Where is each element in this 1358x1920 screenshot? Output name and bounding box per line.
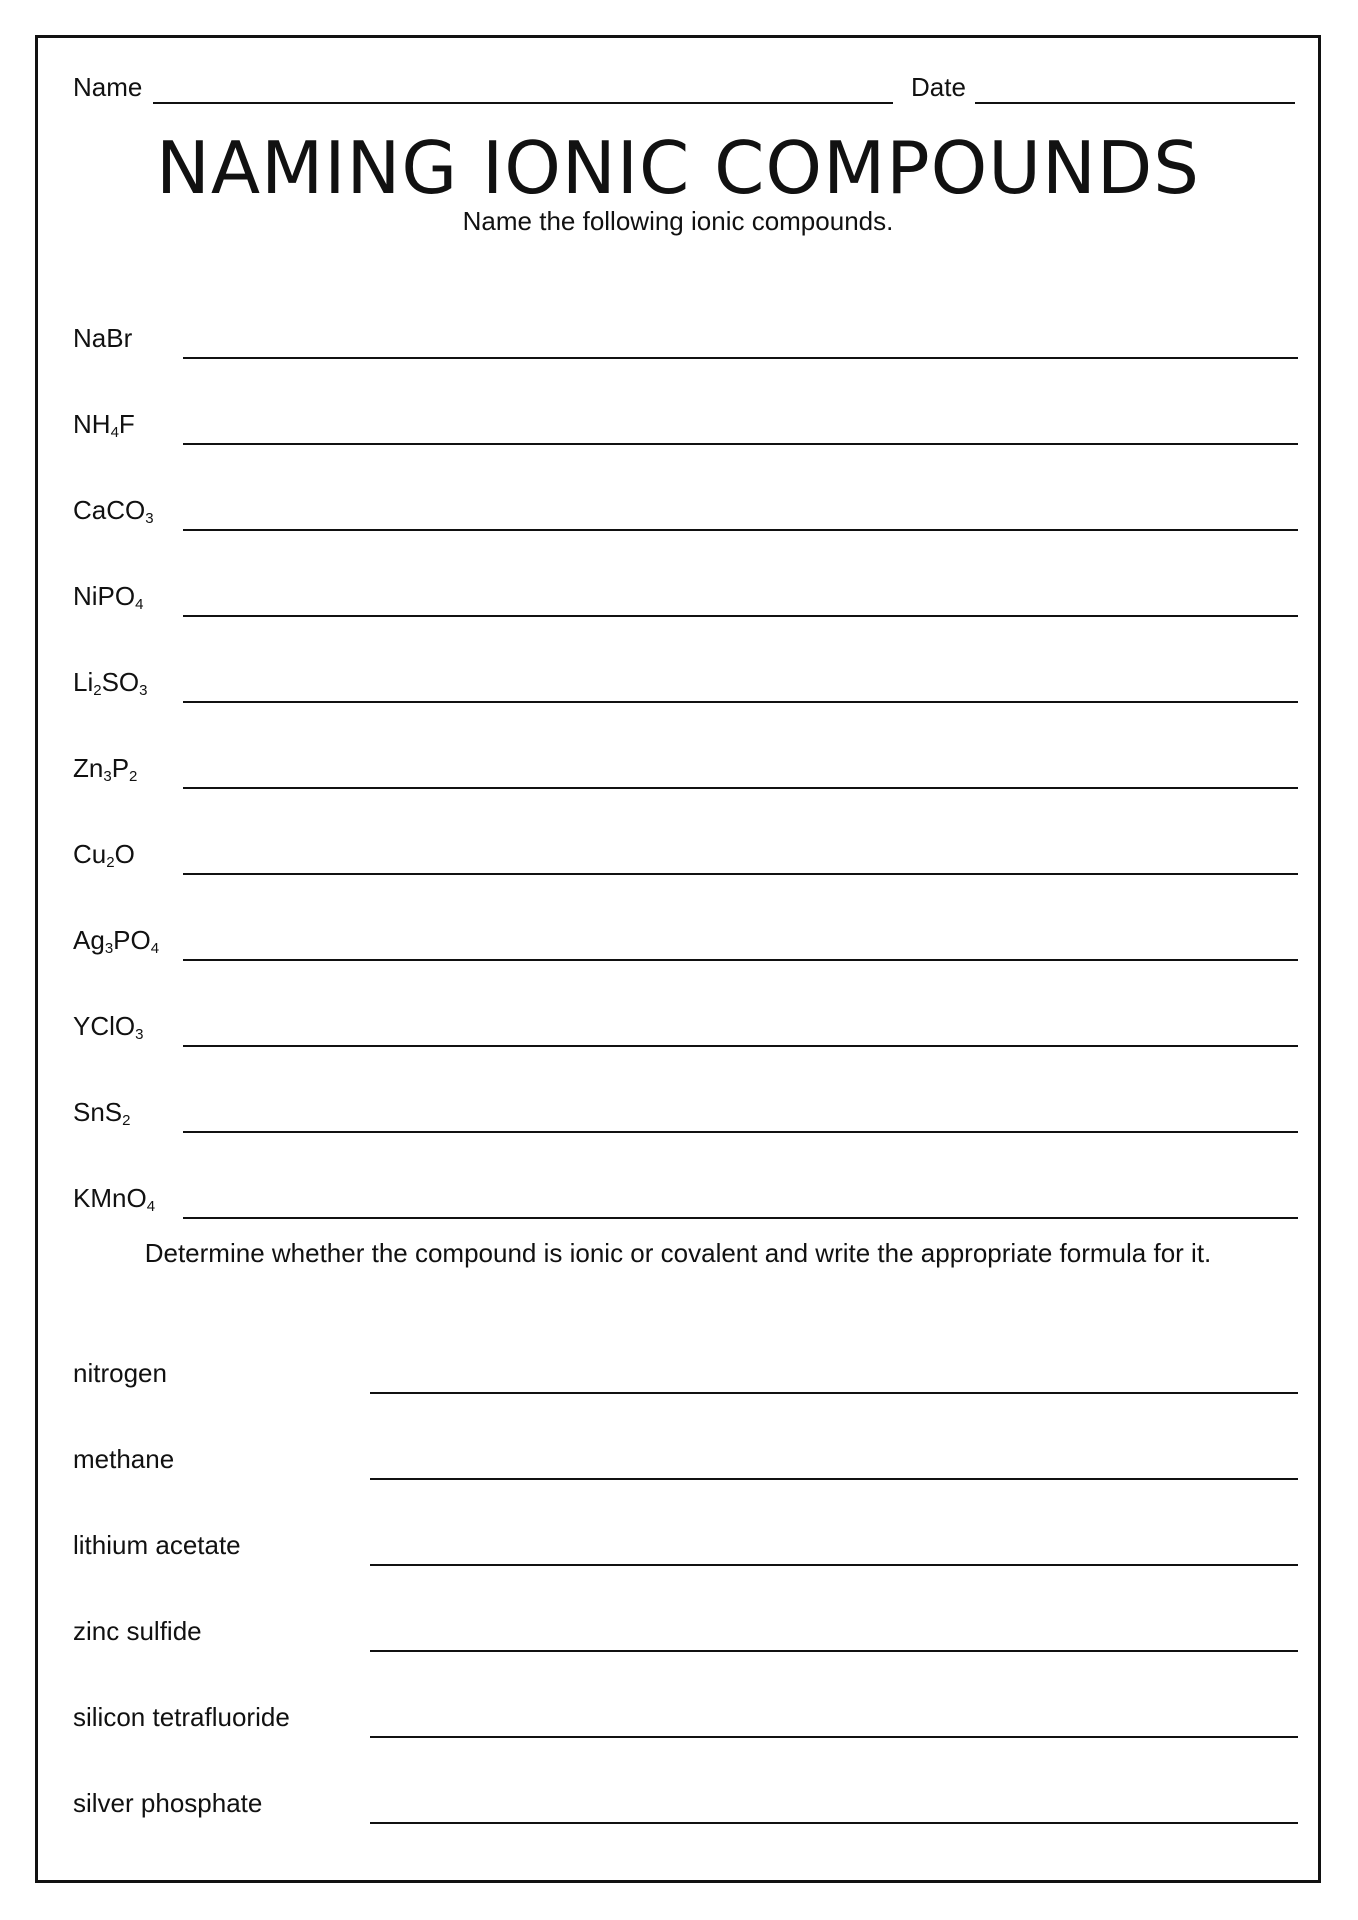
date-field[interactable] [975, 102, 1295, 104]
formula-text: KMnO [73, 1183, 147, 1213]
formula-row [73, 1183, 1298, 1227]
compound-label: silicon tetrafluoride [73, 1702, 290, 1732]
formula-label [73, 1011, 143, 1042]
formula-text: SO [101, 667, 140, 697]
formula-row [73, 495, 1298, 539]
formula-subscript: 3 [103, 768, 112, 785]
formula-subscript: 4 [150, 940, 160, 957]
page-title: NAMING IONIC COMPOUNDS [155, 126, 1201, 210]
section2-instruction: Determine whether the compound is ionic or covalent and write the appropriate formula for it. [144, 1238, 1212, 1268]
compound-label: methane [73, 1444, 175, 1474]
formula-label [73, 495, 154, 526]
answer-line[interactable] [183, 873, 1298, 875]
formula-label [73, 1097, 131, 1128]
answer-line[interactable] [370, 1650, 1298, 1652]
formula-text: CaCO [73, 495, 146, 525]
compound-label: nitrogen [73, 1358, 167, 1388]
answer-line[interactable] [183, 443, 1298, 445]
answer-line[interactable] [183, 959, 1298, 961]
compound-row [73, 1530, 1298, 1574]
answer-line[interactable] [370, 1478, 1298, 1480]
compound-row [73, 1702, 1298, 1746]
formula-text: Ag [73, 925, 105, 955]
formula-label [73, 753, 137, 784]
formula-text: Cu [73, 839, 107, 869]
formula-subscript: 4 [110, 424, 119, 441]
compound-row [73, 1788, 1298, 1832]
formula-row [73, 581, 1298, 625]
formula-text: Li [73, 667, 94, 697]
formula-label [73, 1183, 155, 1214]
formula-subscript: 4 [135, 596, 144, 613]
formula-label [73, 323, 132, 354]
formula-text: YClO [73, 1011, 136, 1041]
answer-line[interactable] [370, 1564, 1298, 1566]
formula-label [73, 839, 135, 870]
formula-subscript: 2 [93, 682, 102, 699]
header-row [73, 66, 1298, 106]
formula-subscript: 3 [135, 1026, 144, 1043]
answer-line[interactable] [370, 1392, 1298, 1394]
formula-label [73, 409, 135, 440]
formula-subscript: 3 [139, 682, 148, 699]
answer-line[interactable] [370, 1822, 1298, 1824]
formula-row [73, 667, 1298, 711]
formula-text: NiPO [73, 581, 136, 611]
answer-line[interactable] [370, 1736, 1298, 1738]
answer-line[interactable] [183, 787, 1298, 789]
formula-row [73, 839, 1298, 883]
formula-text: PO [113, 925, 151, 955]
date-label: Date [911, 72, 966, 102]
answer-line[interactable] [183, 357, 1298, 359]
compound-row [73, 1444, 1298, 1488]
formula-text: NaBr [73, 323, 133, 353]
answer-line[interactable] [183, 615, 1298, 617]
formula-subscript: 4 [146, 1198, 156, 1215]
compound-label: lithium acetate [73, 1530, 241, 1560]
formula-text: Zn [73, 753, 104, 783]
name-field[interactable] [153, 102, 893, 104]
section1-instruction: Name the following ionic compounds. [462, 206, 894, 236]
formula-text: F [118, 409, 135, 439]
answer-line[interactable] [183, 1217, 1298, 1219]
formula-label [73, 667, 148, 698]
compound-row [73, 1358, 1298, 1402]
name-label: Name [73, 72, 143, 102]
compound-row [73, 1616, 1298, 1660]
answer-line[interactable] [183, 529, 1298, 531]
formula-row [73, 1011, 1298, 1055]
formula-subscript: 2 [129, 768, 138, 785]
compound-label: zinc sulfide [73, 1616, 202, 1646]
formula-row [73, 925, 1298, 969]
answer-line[interactable] [183, 1131, 1298, 1133]
formula-subscript: 3 [145, 510, 154, 527]
formula-text: NH [73, 409, 111, 439]
formula-label [73, 581, 143, 612]
formula-row [73, 409, 1298, 453]
formula-text: P [111, 753, 130, 783]
answer-line[interactable] [183, 1045, 1298, 1047]
formula-subscript: 3 [104, 940, 114, 957]
formula-text: O [114, 839, 135, 869]
formula-label [73, 925, 159, 956]
compound-label: silver phosphate [73, 1788, 263, 1818]
formula-row [73, 1097, 1298, 1141]
formula-subscript: 2 [122, 1112, 131, 1129]
formula-subscript: 2 [106, 854, 115, 871]
formula-text: SnS [73, 1097, 123, 1127]
formula-row [73, 323, 1298, 367]
worksheet-border [35, 35, 1321, 1883]
formula-row [73, 753, 1298, 797]
answer-line[interactable] [183, 701, 1298, 703]
